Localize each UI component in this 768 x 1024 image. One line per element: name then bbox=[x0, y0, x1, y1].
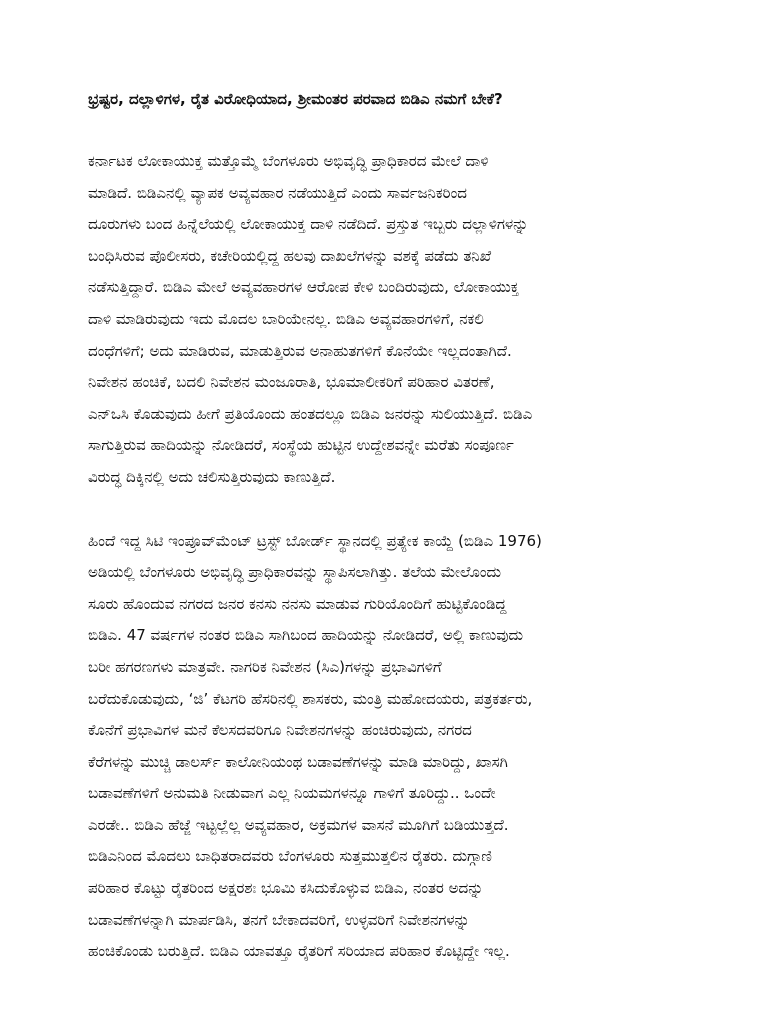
text-line: ಸಾಗುತ್ತಿರುವ ಹಾದಿಯನ್ನು ನೋಡಿದರೆ, ಸಂಸ್ಥೆಯ ಹುಟ್ಟಿನ ಉದ್ದೇಶವನ್ನೇ ಮರೆತು ಸಂಪೂರ್ಣ bbox=[88, 436, 514, 455]
text-line: ವಿರುದ್ಧ ದಿಕ್ಕಿನಲ್ಲಿ ಅದು ಚಲಿಸುತ್ತಿರುವುದು ಕಾಣುತ್ತಿದೆ. bbox=[88, 467, 336, 486]
text-line: ಬರೆದುಕೊಡುವುದು, ‘ಜಿ’ ಕೆಟಗರಿ ಹೆಸರಿನಲ್ಲಿ ಶಾಸಕರು, ಮಂತ್ರಿ ಮಹೋದಯರು, ಪತ್ರಕರ್ತರು, bbox=[88, 689, 533, 708]
text-line: ಕರ್ನಾಟಕ ಲೋಕಾಯುಕ್ತ ಮತ್ತೊಮ್ಮೆ ಬೆಂಗಳೂರು ಅಭಿವೃದ್ಧಿ ಪ್ರಾಧಿಕಾರದ ಮೇಲೆ ದಾಳಿ bbox=[88, 152, 489, 170]
paragraph bbox=[88, 146, 698, 494]
text-line: ಬಡಾವಣೆಗಳನ್ನಾಗಿ ಮಾರ್ಪಡಿಸಿ, ತನಗೆ ಬೇಕಾದವರಿಗೆ, ಉಳ್ಳವರಿಗೆ ನಿವೇಶನಗಳನ್ನು bbox=[88, 910, 470, 929]
text-line: ಮಾಡಿದೆ. ಬಿಡಿಎನಲ್ಲಿ ವ್ಯಾಪಕ ಅವ್ಯವಹಾರ ನಡೆಯುತ್ತಿದೆ ಎಂದು ಸಾರ್ವಜನಿಕರಿಂದ bbox=[88, 183, 467, 202]
text-line: ಕೆರೆಗಳನ್ನು ಮುಚ್ಚಿ ಡಾಲರ್ಸ್ ಕಾಲೋನಿಯಂಥ ಬಡಾವಣೆಗಳನ್ನು ಮಾಡಿ ಮಾರಿದ್ದು, ಖಾಸಗಿ bbox=[88, 752, 508, 771]
text-line: ಬಿಡಿಎನಿಂದ ಮೊದಲು ಬಾಧಿತರಾದವರು ಬೆಂಗಳೂರು ಸುತ್ತಮುತ್ತಲಿನ ರೈತರು. ದುಗ್ಗಾಣಿ bbox=[88, 847, 492, 866]
text-line: ದಂಧೆಗಳಿಗೆ; ಅದು ಮಾಡಿರುವ, ಮಾಡುತ್ತಿರುವ ಅನಾಹುತಗಳಿಗೆ ಕೊನೆಯೇ ಇಲ್ಲದಂತಾಗಿದೆ. bbox=[88, 341, 512, 360]
text-line: ಸೂರು ಹೊಂದುವ ನಗರದ ಜನರ ಕನಸು ನನಸು ಮಾಡುವ ಗುರಿಯೊಂದಿಗೆ ಹುಟ್ಟಿಕೊಂಡಿದ್ದ bbox=[88, 594, 507, 613]
article-body bbox=[88, 88, 698, 1000]
paragraph bbox=[88, 526, 698, 968]
text-line: ಹಿಂದೆ ಇದ್ದ ಸಿಟಿ ಇಂಪ್ರೂವ್‌ಮೆಂಟ್ ಟ್ರಸ್ಟ್ ಬೋರ್ಡ್ ಸ್ಥಾನದಲ್ಲಿ ಪ್ರತ್ಯೇಕ ಕಾಯ್ದೆ (ಬಿಡಿಎ 1976) bbox=[88, 531, 542, 550]
text-line: ಬರೀ ಹಗರಣಗಳು ಮಾತ್ರವೇ. ನಾಗರಿಕ ನಿವೇಶನ (ಸಿಎ)ಗಳನ್ನು ಪ್ರಭಾವಿಗಳಿಗೆ bbox=[88, 657, 442, 676]
text-line: ನಿವೇಶನ ಹಂಚಿಕೆ, ಬದಲಿ ನಿವೇಶನ ಮಂಜೂರಾತಿ, ಭೂಮಾಲೀಕರಿಗೆ ಪರಿಹಾರ ವಿತರಣೆ, bbox=[88, 373, 495, 392]
article-title: ಭ್ರಷ್ಟರ, ದಲ್ಲಾಳಿಗಳ, ರೈತ ವಿರೋಧಿಯಾದ, ಶ್ರೀಮಂತರ ಪರವಾದ ಬಿಡಿಎ ನಮಗೆ ಬೇಕೆ? bbox=[88, 90, 503, 108]
text-line: ದಾಳಿ ಮಾಡಿರುವುದು ಇದು ಮೊದಲ ಬಾರಿಯೇನಲ್ಲ. ಬಿಡಿಎ ಅವ್ಯವಹಾರಗಳಿಗೆ, ನಕಲಿ bbox=[88, 309, 484, 328]
text-line: ಅಡಿಯಲ್ಲಿ ಬೆಂಗಳೂರು ಅಭಿವೃದ್ಧಿ ಪ್ರಾಧಿಕಾರವನ್ನು ಸ್ಥಾಪಿಸಲಾಗಿತ್ತು. ತಲೆಯ ಮೇಲೊಂದು bbox=[88, 563, 501, 582]
text-line: ಬಿಡಿಎ. 47 ವರ್ಷಗಳ ನಂತರ ಬಿಡಿಎ ಸಾಗಿಬಂದ ಹಾದಿಯನ್ನು ನೋಡಿದರೆ, ಅಲ್ಲಿ ಕಾಣುವುದು bbox=[88, 626, 523, 645]
text-line: ಬಡಾವಣೆಗಳಿಗೆ ಅನುಮತಿ ನೀಡುವಾಗ ಎಲ್ಲ ನಿಯಮಗಳನ್ನೂ ಗಾಳಿಗೆ ತೂರಿದ್ದು.. ಒಂದೇ bbox=[88, 784, 496, 803]
text-line: ನಡೆಸುತ್ತಿದ್ದಾರೆ. ಬಿಡಿಎ ಮೇಲೆ ಅವ್ಯವಹಾರಗಳ ಆರೋಪ ಕೇಳಿ ಬಂದಿರುವುದು, ಲೋಕಾಯುಕ್ತ bbox=[88, 278, 519, 297]
text-line: ಎನ್‌ಒಸಿ ಕೊಡುವುದು ಹೀಗೆ ಪ್ರತಿಯೊಂದು ಹಂತದಲ್ಲೂ ಬಿಡಿಎ ಜನರನ್ನು ಸುಲಿಯುತ್ತಿದೆ. ಬಿಡಿಎ bbox=[88, 404, 533, 423]
text-line: ಹಂಚಿಕೊಂಡು ಬರುತ್ತಿದೆ. ಬಿಡಿಎ ಯಾವತ್ತೂ ರೈತರಿಗೆ ಸರಿಯಾದ ಪರಿಹಾರ ಕೊಟ್ಟಿದ್ದೇ ಇಲ್ಲ. bbox=[88, 942, 510, 961]
text-line: ಪರಿಹಾರ ಕೊಟ್ಟು ರೈತರಿಂದ ಅಕ್ಷರಶಃ ಭೂಮಿ ಕಸಿದುಕೊಳ್ಳುವ ಬಿಡಿಎ, ನಂತರ ಅದನ್ನು bbox=[88, 879, 484, 898]
text-line: ಬಂಧಿಸಿರುವ ಪೊಲೀಸರು, ಕಚೇರಿಯಲ್ಲಿದ್ದ ಹಲವು ದಾಖಲೆಗಳನ್ನು ವಶಕ್ಕೆ ಪಡೆದು ತನಿಖೆ bbox=[88, 246, 492, 265]
text-line: ದೂರುಗಳು ಬಂದ ಹಿನ್ನೆಲೆಯಲ್ಲಿ ಲೋಕಾಯುಕ್ತ ದಾಳಿ ನಡೆದಿದೆ. ಪ್ರಸ್ತುತ ಇಬ್ಬರು ದಲ್ಲಾಳಿಗಳನ್ನು bbox=[88, 215, 529, 234]
text-line: ಎರಡೇ.. ಬಿಡಿಎ ಹೆಜ್ಜೆ ಇಟ್ಟಲ್ಲೆಲ್ಲ ಅವ್ಯವಹಾರ, ಅಕ್ರಮಗಳ ವಾಸನೆ ಮೂಗಿಗೆ ಬಡಿಯುತ್ತದೆ. bbox=[88, 815, 509, 834]
text-line: ಕೊನೆಗೆ ಪ್ರಭಾವಿಗಳ ಮನೆ ಕೆಲಸದವರಿಗೂ ನಿವೇಶನಗಳನ್ನು ಹಂಚಿರುವುದು, ನಗರದ bbox=[88, 721, 472, 740]
